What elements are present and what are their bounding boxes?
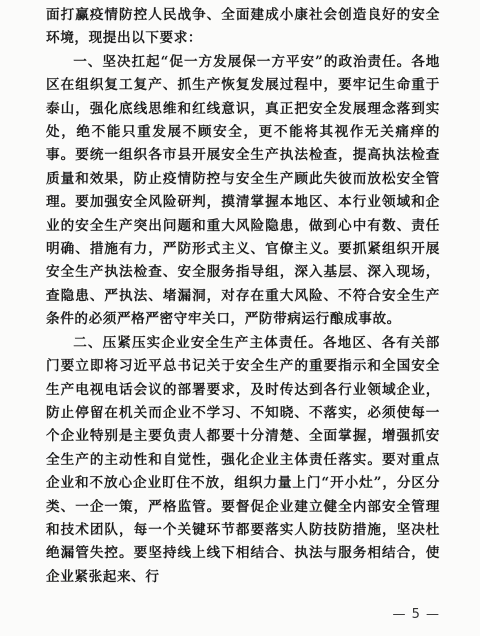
section-1-body: 各地区在组织复工复产、抓生产恢复发展过程中，要牢记生命重于泰山，强化底线思维和红线意识，真正把安全发展理念落到实处，绝不能只重发展不顾安全，更不能将其视作无关痛痒的事。要统一组织各市县开展安全生产执法检查，提高执法检查质量和效果，防止疫情防控与安全生产顾此失彼而放松安全管理。要加强安全风险研判，摸清掌握本地区、本行业领域和企业的安全生产突出问题和重大风险隐患，做到心中有数、责任明确、措施有力，严防形式主义、官僚主义。要抓紧组织开展安全生产执法检查、安全服务指导组，深入基层、深入现场，查隐患、严执法、堵漏洞，对存在重大风险、不符合安全生产条件的必须严格严密守牢关口，严防带病运行酿成事故。 <box>46 53 440 328</box>
paragraph-intro: 面打赢疫情防控人民战争、全面建成小康社会创造良好的安全环境，现提出以下要求： <box>46 7 440 47</box>
page-number: — 5 — <box>392 607 440 622</box>
section-2-body: 各地区、各有关部门要立即将习近平总书记关于安全生产的重要指示和全国安全生产电视电话会议的部署要求，及时传达到各行业领域企业，防止停留在机关而企业不学习、不知晓、不落实，必须使每一个企业特别是主要负责人都要十分清楚、全面掌握，增强抓安全生产的主动性和自觉性，强化企业主体责任落实。要对重点企业和不放心企业盯住不放，组织力量上门“开小灶”，分区分类、一企一策，严格监管。要督促企业建立健全内部安全管理和技术团队，每一个关键环节都要落实人防技防措施，坚决杜绝漏管失控。要坚持线上线下相结合、执法与服务相结合，使企业紧张起来、行 <box>46 334 440 585</box>
paragraph-section-2 <box>46 332 440 589</box>
section-1-heading: 一、坚决扛起“促一方发展保一方平安”的政治责任。 <box>73 53 412 70</box>
paragraph-section-1 <box>46 51 440 332</box>
section-2-heading: 二、压紧压实企业安全生产主体责任。 <box>73 334 323 351</box>
